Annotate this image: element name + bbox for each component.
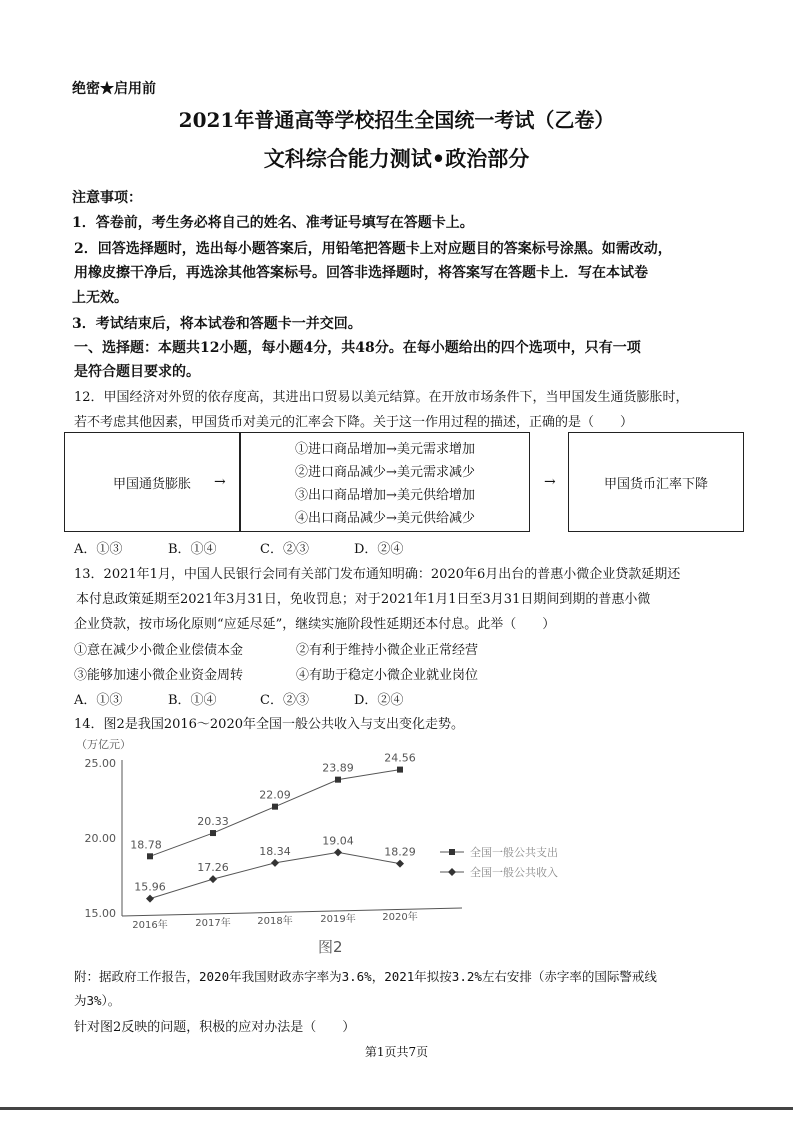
data-point-revenue bbox=[396, 860, 404, 868]
data-label: 18.29 bbox=[384, 845, 416, 859]
y-tick-label: 20.00 bbox=[84, 832, 116, 845]
section-heading-line1: 一、选择题：本题共12小题，每小题4分，共48分。在每小题给出的四个选项中，只有一项 bbox=[74, 340, 641, 356]
x-tick-label: 2016年 bbox=[132, 920, 168, 931]
q12-options bbox=[74, 538, 403, 557]
notice-item-1: 1．答卷前，考生务必将自己的姓名、准考证号填写在答题卡上。 bbox=[72, 215, 474, 231]
flow-box-paths bbox=[240, 432, 530, 532]
x-tick-label: 2017年 bbox=[195, 918, 231, 929]
q14-stem: 14．图2是我国2016～2020年全国一般公共收入与支出变化走势。 bbox=[74, 717, 464, 732]
q12-option-b[interactable]: B．①④ bbox=[168, 542, 217, 557]
series-line-expenditure bbox=[150, 770, 400, 857]
data-point-expenditure bbox=[147, 853, 153, 859]
flow-box-rate-drop bbox=[568, 432, 744, 532]
flow-path-4: ④出口商品减少→美元供给减少 bbox=[295, 511, 475, 526]
legend-marker bbox=[449, 849, 455, 855]
flow-path-2: ②进口商品减少→美元需求减少 bbox=[295, 465, 475, 480]
exam-title: 2021年普通高等学校招生全国统一考试（乙卷） bbox=[178, 108, 615, 132]
data-label: 15.96 bbox=[134, 880, 166, 894]
flow-arrow-1: → bbox=[214, 474, 226, 490]
fiscal-chart bbox=[60, 730, 700, 960]
data-point-revenue bbox=[334, 848, 342, 856]
data-point-expenditure bbox=[210, 830, 216, 836]
confidential-label: 绝密★启用前 bbox=[72, 81, 156, 97]
data-label: 19.04 bbox=[322, 834, 354, 848]
y-tick-label: 15.00 bbox=[84, 907, 116, 920]
legend-marker bbox=[448, 868, 456, 876]
data-label: 17.26 bbox=[197, 861, 229, 875]
q12-option-d[interactable]: D．②④ bbox=[354, 542, 404, 557]
x-tick-label: 2018年 bbox=[257, 916, 293, 927]
q14-note-line2: 为3%）。 bbox=[74, 993, 121, 1008]
data-point-revenue bbox=[209, 875, 217, 883]
q14-question: 针对图2反映的问题，积极的应对办法是（ ） bbox=[74, 1020, 356, 1035]
data-label: 20.33 bbox=[197, 815, 229, 829]
data-label: 23.89 bbox=[322, 761, 354, 775]
q13-statement-3: ③能够加速小微企业资金周转 bbox=[74, 668, 244, 683]
data-label: 18.78 bbox=[130, 838, 162, 852]
q13-option-c[interactable]: C．②③ bbox=[260, 693, 309, 708]
data-point-revenue bbox=[271, 859, 279, 867]
data-label: 24.56 bbox=[384, 751, 416, 765]
bottom-rule bbox=[0, 1107, 793, 1110]
q12-option-a[interactable]: A．①③ bbox=[74, 542, 123, 557]
notice-heading: 注意事项： bbox=[72, 190, 142, 206]
data-point-revenue bbox=[146, 895, 154, 903]
q13-option-d[interactable]: D．②④ bbox=[354, 693, 404, 708]
notice-item-2-line2: 用橡皮擦干净后，再选涂其他答案标号。回答非选择题时，将答案写在答题卡上．写在本试卷 bbox=[74, 265, 648, 281]
data-point-expenditure bbox=[335, 777, 341, 783]
exam-subtitle: 文科综合能力测试•政治部分 bbox=[263, 146, 530, 171]
page-number: 第1页共7页 bbox=[364, 1045, 429, 1059]
data-label: 22.09 bbox=[259, 788, 291, 802]
q13-option-b[interactable]: B．①④ bbox=[168, 693, 217, 708]
notice-item-3: 3．考试结束后，将本试卷和答题卡一并交回。 bbox=[72, 316, 362, 332]
y-axis-unit: （万亿元） bbox=[76, 738, 131, 751]
q13-statement-2: ②有利于维持小微企业正常经营 bbox=[296, 643, 479, 658]
y-tick-label: 25.00 bbox=[84, 757, 116, 770]
section-heading-line2: 是符合题目要求的。 bbox=[74, 364, 200, 380]
q13-statement-4: ④有助于稳定小微企业就业岗位 bbox=[296, 668, 479, 683]
q13-stem-line2: 本付息政策延期至2021年3月31日，免收罚息；对于2021年1月1日至3月31日期间到期的普惠小微 bbox=[76, 592, 651, 607]
flow-box-rate-drop-label: 甲国货币汇率下降 bbox=[603, 476, 708, 492]
x-tick-label: 2020年 bbox=[382, 912, 418, 923]
data-point-expenditure bbox=[272, 804, 278, 810]
flow-path-1: ①进口商品增加→美元需求增加 bbox=[295, 442, 475, 457]
notice-item-2-line3: 上无效。 bbox=[72, 290, 128, 306]
flow-box-inflation-label: 甲国通货膨胀 bbox=[112, 476, 191, 492]
q13-option-a[interactable]: A．①③ bbox=[74, 693, 123, 708]
flow-arrow-2: → bbox=[544, 474, 556, 490]
q13-stem-line3: 企业贷款，按市场化原则“应延尽延”，继续实施阶段性延期还本付息。此举（ ） bbox=[74, 617, 556, 632]
figure-caption: 图2 bbox=[318, 938, 343, 956]
data-point-expenditure bbox=[397, 767, 403, 773]
notice-item-2-line1: 2．回答选择题时，选出每小题答案后，用铅笔把答题卡上对应题目的答案标号涂黑。如需改动， bbox=[74, 241, 672, 257]
q13-stem-line1: 13．2021年1月，中国人民银行会同有关部门发布通知明确：2020年6月出台的普惠小微企业贷款延期还 bbox=[74, 567, 681, 582]
legend-label: 全国一般公共支出 bbox=[470, 846, 558, 859]
q14-note-line1: 附：据政府工作报告，2020年我国财政赤字率为3.6%，2021年拟按3.2%左右安排（赤字率的国际警戒线 bbox=[74, 969, 657, 984]
q12-stem-line2: 若不考虑其他因素，甲国货币对美元的汇率会下降。关于这一作用过程的描述，正确的是（ ） bbox=[74, 415, 634, 430]
x-tick-label: 2019年 bbox=[320, 914, 356, 925]
q12-stem-line1: 12．甲国经济对外贸的依存度高，其进出口贸易以美元结算。在开放市场条件下，当甲国发生通货膨胀时， bbox=[74, 390, 689, 405]
q13-statement-1: ①意在减少小微企业偿债本金 bbox=[74, 643, 244, 658]
q12-option-c[interactable]: C．②③ bbox=[260, 542, 309, 557]
legend-label: 全国一般公共收入 bbox=[470, 866, 558, 879]
q13-options bbox=[74, 689, 403, 708]
data-label: 18.34 bbox=[259, 844, 291, 858]
flow-path-3: ③出口商品增加→美元供给增加 bbox=[295, 488, 475, 503]
